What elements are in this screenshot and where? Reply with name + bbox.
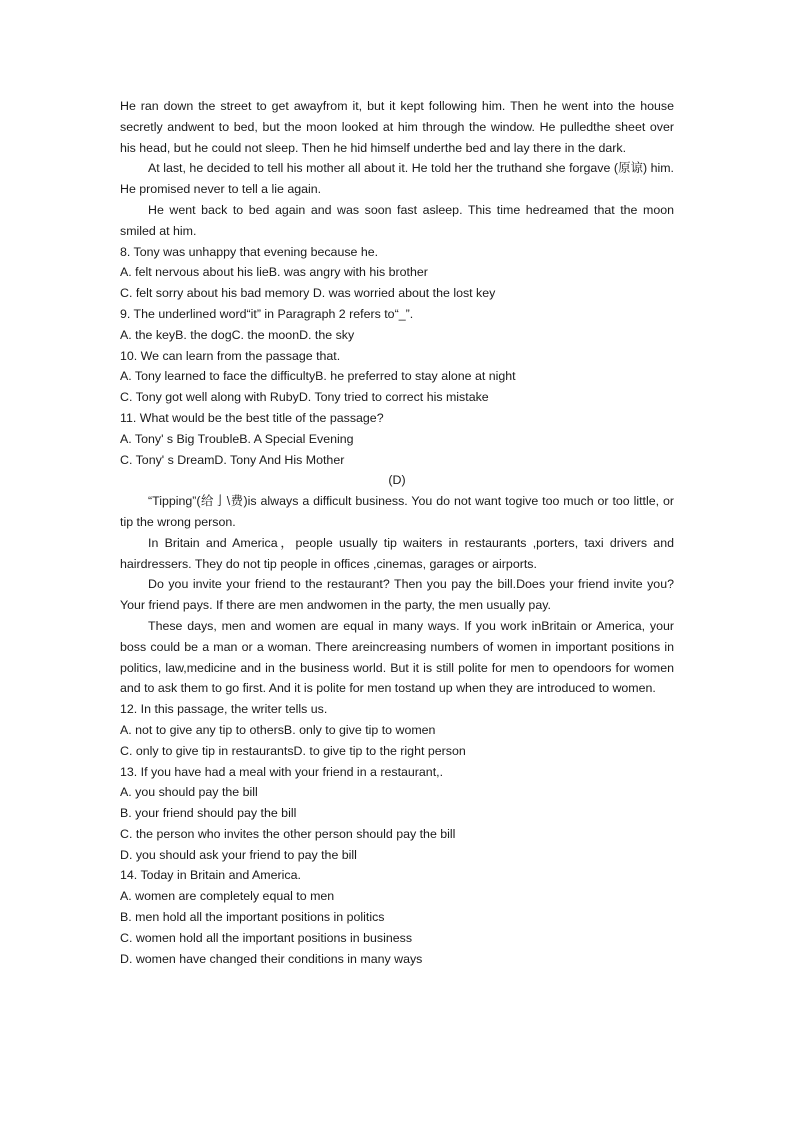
question-9-stem: 9. The underlined word“it” in Paragraph 2 refers to“_”. <box>120 306 414 321</box>
question-8-options-ab: A. felt nervous about his lieB. was angry with his brother <box>120 265 428 280</box>
passage-d-paragraph-2: In Britain and America，people usually tip waiters in restaurants ,porters, taxi drivers and hairdressers. They do not tip people in offices ,cinemas, garages or airports. <box>120 535 674 571</box>
question-8-stem: 8. Tony was unhappy that evening because he. <box>120 244 379 259</box>
question-13-option-a: A. you should pay the bill <box>120 785 258 800</box>
question-12-options-cd: C. only to give tip in restaurantsD. to give tip to the right person <box>120 743 466 758</box>
question-10-options-ab: A. Tony learned to face the difficultyB. he preferred to stay alone at night <box>120 369 516 384</box>
question-11-options-ab: A. Tony' s Big TroubleB. A Special Evening <box>120 431 354 446</box>
passage-d-paragraph-4: These days, men and women are equal in many ways. If you work inBritain or America, your boss could be a man or a woman. There areincreasing numbers of women in important positions in politics, law,medicine and in the business world. But it is still polite for men to opendoors for women and to ask them to go first. And it is polite for men tostand up when they are introduced to women. <box>120 618 674 696</box>
question-12-stem: 12. In this passage, the writer tells us. <box>120 702 328 717</box>
question-13-stem: 13. If you have had a meal with your friend in a restaurant,. <box>120 764 444 779</box>
passage-c-paragraph-1: He ran down the street to get awayfrom it, but it kept following him. Then he went into the house secretly andwent to bed, but the moon looked at him through the window. He pulledthe sheet over his head, but he could not sleep. Then he hid himself underthe bed and lay there in the dark. <box>120 99 674 155</box>
question-14-option-c: C. women hold all the important positions in business <box>120 930 413 945</box>
question-13-option-b: B. your friend should pay the bill <box>120 806 297 821</box>
section-heading-d: (D) <box>388 473 406 488</box>
question-11-stem: 11. What would be the best title of the passage? <box>120 410 384 425</box>
question-14-option-d: D. women have changed their conditions in many ways <box>120 951 423 966</box>
question-10-options-cd: C. Tony got well along with RubyD. Tony tried to correct his mistake <box>120 390 489 405</box>
question-14-option-b: B. men hold all the important positions in politics <box>120 910 385 925</box>
question-13-option-c: C. the person who invites the other person should pay the bill <box>120 826 456 841</box>
question-13-option-d: D. you should ask your friend to pay the bill <box>120 847 357 862</box>
question-11-options-cd: C. Tony' s DreamD. Tony And His Mother <box>120 452 345 467</box>
question-14-option-a: A. women are completely equal to men <box>120 889 335 904</box>
exam-page <box>120 96 674 969</box>
passage-c-paragraph-3: He went back to bed again and was soon fast asleep. This time hedreamed that the moon smiled at him. <box>120 202 674 238</box>
passage-c-paragraph-2: At last, he decided to tell his mother all about it. He told her the truthand she forgave (原谅) him. He promised never to tell a lie again. <box>120 161 674 197</box>
question-10-stem: 10. We can learn from the passage that. <box>120 348 341 363</box>
question-8-options-cd: C. felt sorry about his bad memory D. was worried about the lost key <box>120 286 496 301</box>
question-9-options: A. the keyB. the dogC. the moonD. the sky <box>120 327 355 342</box>
question-12-options-ab: A. not to give any tip to othersB. only to give tip to women <box>120 722 436 737</box>
passage-d-paragraph-3: Do you invite your friend to the restaurant? Then you pay the bill.Does your friend invite you? Your friend pays. If there are men andwomen in the party, the men usually pay. <box>120 577 674 613</box>
question-14-stem: 14. Today in Britain and America. <box>120 868 301 883</box>
passage-d-paragraph-1: “Tipping”(给亅\费)is always a difficult business. You do not want togive too much or too little, or tip the wrong person. <box>120 494 674 529</box>
